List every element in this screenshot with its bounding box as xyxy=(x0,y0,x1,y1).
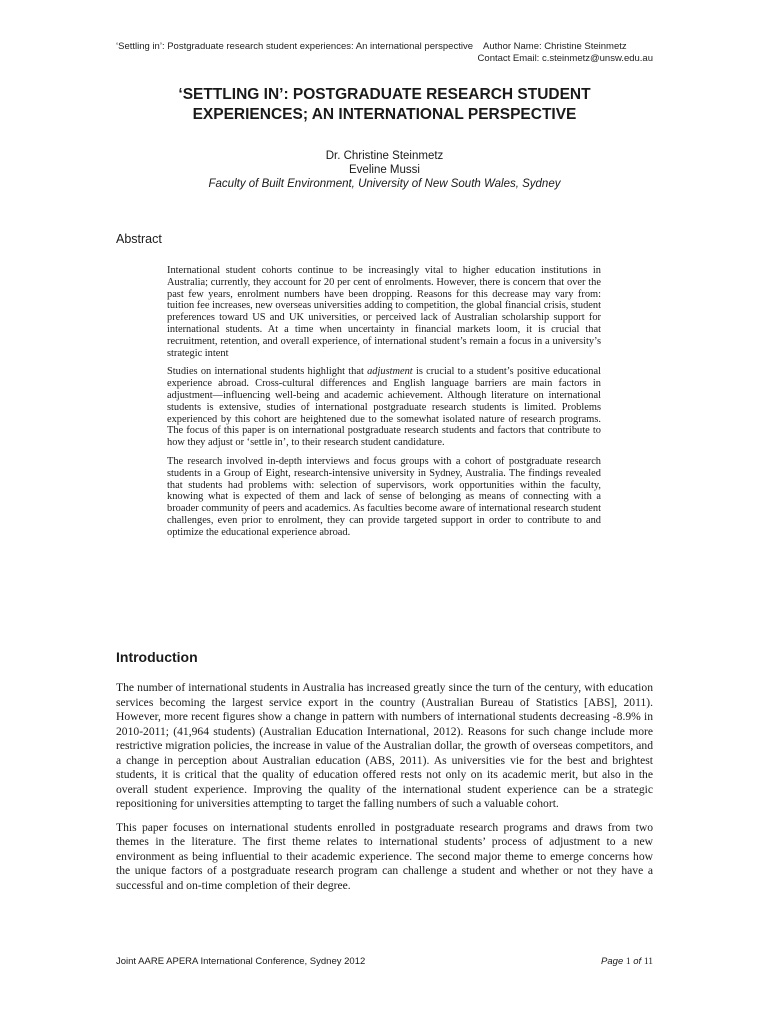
abstract-heading: Abstract xyxy=(116,232,162,246)
introduction-body xyxy=(116,681,653,902)
header-contact-email: Contact Email: c.steinmetz@unsw.edu.au xyxy=(477,53,653,64)
abstract-p2-before: Studies on international students highlight that xyxy=(167,366,368,378)
abstract-paragraph-3: The research involved in-depth interviews and focus groups with a cohort of postgraduate research students in a Group of Eight, research-intensive university in Sydney, Australia. The findings revealed that students had problems with: selection of supervisors, work opportunities within the faculty, knowing what is expected of them and lack of sense of belonging as means of connecting with a broader community of peers and academics. As faculties become aware of international research student challenges, even prior to enrolment, they can provide targeted support in order to contribute to and optimize the educational experience abroad. xyxy=(167,455,601,538)
author-affiliation: Faculty of Built Environment, University of New South Wales, Sydney xyxy=(208,178,561,190)
footer-conference: Joint AARE APERA International Conference, Sydney 2012 xyxy=(116,956,366,967)
abstract-paragraph-2 xyxy=(167,366,601,449)
author-name-1: Dr. Christine Steinmetz xyxy=(325,150,444,162)
author-name-2: Eveline Mussi xyxy=(349,164,420,176)
abstract-body xyxy=(167,265,601,546)
introduction-heading: Introduction xyxy=(116,649,198,665)
abstract-p2-emphasis: adjustment xyxy=(367,366,413,378)
paper-title xyxy=(116,85,653,125)
abstract-paragraph-1: International student cohorts continue to be increasingly vital to higher education institutions in Australia; currently, they account for 20 per cent of enrolments. However, there is concern that over the past few years, enrolment numbers have been dropping. Reasons for this decrease may vary from: tuition fee increases, new overseas universities adding to competition, the global financial crisis, student preferences toward US and UK universities, or perceived lack of Australian scholarship support for international students. At a time when uncertainty in financial markets loom, it is crucial that recruitment, retention, and overall experience, of international student’s remain a focus in a university’s strategic intent xyxy=(167,265,601,359)
paper-title-line1: ‘SETTLING IN’: POSTGRADUATE RESEARCH STUDENT xyxy=(178,86,591,103)
introduction-paragraph-2: This paper focuses on international students enrolled in postgraduate research programs and draws from two themes in the literature. The first theme relates to international students’ process of adjustment to a new environment as being influential to their academic experience. The second major theme to emerge concerns how the unique factors of a postgraduate research program can challenge a student and whether or not they have a successful and on-time completion of their degree. xyxy=(116,820,653,892)
footer-page-number xyxy=(601,956,653,968)
footer-page-word: Page xyxy=(601,956,624,967)
footer-page-total: 11 xyxy=(643,957,653,967)
footer-of-word: of xyxy=(633,956,642,967)
abstract-p2-after: is crucial to a student’s positive educational experience abroad. Cross-cultural differences and English language barriers are main factors in adjustment—influencing well-being and academic achievement. Although literature on international students is extensive, studies of international postgraduate research students is limited. Problems experienced by this cohort are heightened due to the somewhat isolated nature of research programs. The focus of this paper is on international postgraduate research students and factors that contribute to how they adjust or ‘settle in’, to their research student candidature. xyxy=(167,366,601,449)
introduction-paragraph-1: The number of international students in Australia has increased greatly since the turn of the century, with education services becoming the largest service export in the country (Australian Bureau of Statistics [ABS], 2011). However, more recent figures show a change in pattern with numbers of international students decreasing -8.9% in 2010-2011; (41,964 students) (Australian Education International, 2012). Reasons for such change include more restrictive migration policies, the increase in value of the Australian dollar, the growth of overseas competitors, and a change in perception about Australian education (ABS, 2011). As universities vie for the best and brightest students, it is critical that the quality of education offered rests not only on its academic merit, but also in the overall student experience. Improving the quality of the international student experience can be a strategic repositioning for universities attempting to target the falling numbers of such a valuable cohort. xyxy=(116,681,653,810)
footer-page-current: 1 xyxy=(625,957,631,967)
running-header xyxy=(116,41,653,65)
author-block xyxy=(116,149,653,191)
header-title-author: ‘Settling in’: Postgraduate research student experiences: An international perspective Author Name: Christine Steinmetz xyxy=(116,41,627,52)
paper-title-line2: EXPERIENCES; AN INTERNATIONAL PERSPECTIVE xyxy=(192,106,577,123)
